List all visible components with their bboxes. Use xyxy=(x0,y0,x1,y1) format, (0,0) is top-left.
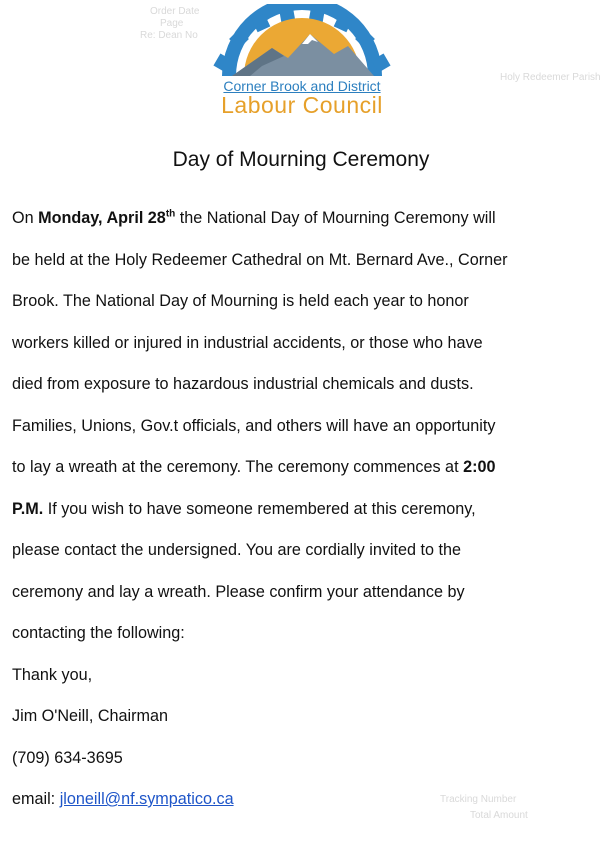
date-ordinal: th xyxy=(165,208,176,220)
bleed-through-text: Re: Dean No xyxy=(140,30,198,41)
bleed-through-text: Tracking Number xyxy=(440,794,517,805)
signatory-name: Jim O'Neill, Chairman xyxy=(12,707,169,725)
paragraph-line: be held at the Holy Redeemer Cathedral on Mt. Bernard Ave., Corner xyxy=(12,250,508,269)
paragraph-line: Families, Unions, Gov.t officials, and others will have an opportunity xyxy=(12,416,496,435)
email-label: email: xyxy=(12,790,60,808)
logo-org-line2: Labour Council xyxy=(221,92,383,118)
letter-body xyxy=(12,198,592,821)
gear-mountain-emblem xyxy=(202,4,402,84)
document-title: Day of Mourning Ceremony xyxy=(172,148,430,171)
paragraph-line xyxy=(12,198,592,240)
bleed-through-text: Order Date xyxy=(150,6,200,17)
paragraph-line: ceremony and lay a wreath. Please confirm your attendance by xyxy=(12,582,465,601)
paragraph-line: please contact the undersigned. You are cordially invited to the xyxy=(12,541,462,559)
paragraph-line: died from exposure to hazardous industrial chemicals and dusts. xyxy=(12,375,474,393)
paragraph-line: Brook. The National Day of Mourning is held each year to honor xyxy=(12,292,469,310)
text-run: to lay a wreath at the ceremony. The ceremony commences at xyxy=(12,458,464,476)
labour-council-logo xyxy=(202,4,402,122)
bleed-through-text: Page xyxy=(160,18,184,29)
paragraph-line: contacting the following: xyxy=(12,624,185,642)
contact-phone: (709) 634-3695 xyxy=(12,748,123,767)
event-time: 2:00 xyxy=(463,458,496,476)
text-run: If you wish to have someone remembered at this ceremony, xyxy=(43,499,476,518)
bleed-through-text: Total Amount xyxy=(470,810,528,821)
paragraph-line xyxy=(12,489,592,531)
logo-org-line1: Corner Brook and District xyxy=(223,78,381,94)
bleed-through-text: Holy Redeemer Parish xyxy=(500,72,601,83)
text-run: the National Day of Mourning Ceremony will xyxy=(175,209,496,227)
closing-thanks: Thank you, xyxy=(12,665,93,684)
event-time-suffix: P.M. xyxy=(12,499,44,518)
event-date: Monday, April 28 xyxy=(38,209,166,227)
paragraph-line: workers killed or injured in industrial accidents, or those who have xyxy=(12,333,483,352)
email-link[interactable]: jloneill@nf.sympatico.ca xyxy=(59,790,234,808)
text-run: On xyxy=(12,209,39,227)
paragraph-line xyxy=(12,447,592,489)
